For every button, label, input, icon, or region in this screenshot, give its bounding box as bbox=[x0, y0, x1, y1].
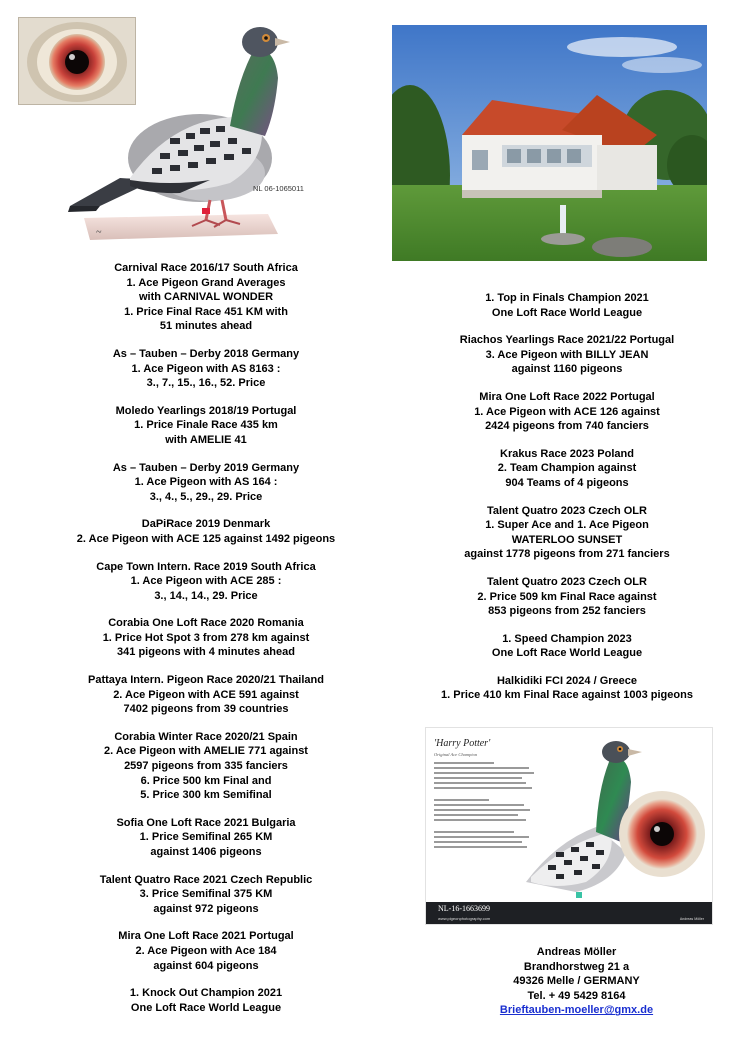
result-line: 6. Price 500 km Final and bbox=[140, 774, 272, 787]
result-entry bbox=[20, 616, 392, 660]
result-line: Talent Quatro Race 2021 Czech Republic bbox=[99, 873, 313, 886]
result-entry bbox=[392, 674, 742, 703]
result-entry bbox=[20, 873, 392, 917]
result-line: 5. Price 300 km Semifinal bbox=[140, 789, 272, 802]
pigeon-photo-top bbox=[60, 8, 320, 248]
result-line: 1. Price Semifinal 265 KM bbox=[139, 831, 273, 844]
contact-city: 49326 Melle / GERMANY bbox=[513, 975, 640, 988]
contact-name: Andreas Möller bbox=[536, 946, 617, 958]
result-line: One Loft Race World League bbox=[491, 647, 643, 660]
result-line: One Loft Race World League bbox=[130, 1001, 282, 1014]
result-line: 3., 14., 14., 29. Price bbox=[154, 589, 258, 602]
result-entry bbox=[20, 673, 392, 717]
result-line: 853 pigeons from 252 fanciers bbox=[488, 605, 646, 618]
harry-potter-pigeon-card bbox=[425, 727, 713, 925]
result-line: Pattaya Intern. Pigeon Race 2020/21 Thailand bbox=[88, 674, 324, 687]
result-entry bbox=[392, 390, 742, 434]
result-entry bbox=[20, 730, 392, 803]
result-entry bbox=[392, 504, 742, 562]
result-line: 1. Top in Finals Champion 2021 bbox=[485, 292, 649, 304]
result-line: DaPiRace 2019 Denmark bbox=[141, 518, 271, 531]
result-line: Mira One Loft Race 2021 Portugal bbox=[118, 930, 294, 943]
result-line: Corabia One Loft Race 2020 Romania bbox=[108, 617, 304, 630]
result-line: 2. Ace Pigeon with AMELIE 771 against bbox=[104, 745, 308, 758]
result-line: 2. Price 509 km Final Race against bbox=[477, 590, 657, 603]
result-line: 2. Ace Pigeon with ACE 125 against 1492 pigeons bbox=[76, 532, 336, 545]
result-line: 7402 pigeons from 39 countries bbox=[123, 703, 289, 716]
result-line: against 604 pigeons bbox=[153, 959, 259, 972]
result-line: 2. Ace Pigeon with ACE 591 against bbox=[113, 688, 299, 701]
result-line: against 972 pigeons bbox=[153, 902, 259, 915]
contact-street: Brandhorstweg 21 a bbox=[523, 960, 630, 973]
result-line: One Loft Race World League bbox=[491, 306, 643, 319]
result-line: Moledo Yearlings 2018/19 Portugal bbox=[115, 404, 297, 417]
card-website: www.pigeonphotography.com bbox=[438, 916, 491, 921]
contact-phone: Tel. + 49 5429 8164 bbox=[527, 989, 626, 1002]
result-entry bbox=[20, 461, 392, 505]
result-line: 3. Ace Pigeon with BILLY JEAN bbox=[485, 348, 649, 361]
card-title: 'Harry Potter' bbox=[434, 738, 491, 749]
left-results-column bbox=[20, 261, 392, 1028]
result-line: 1. Ace Pigeon with ACE 285 : bbox=[130, 575, 282, 588]
result-line: 1. Ace Pigeon with ACE 126 against bbox=[474, 405, 660, 418]
result-line: 3., 4., 5., 29., 29. Price bbox=[149, 490, 263, 503]
result-line: 1. Ace Pigeon with AS 8163 : bbox=[131, 362, 281, 375]
result-line: Cape Town Intern. Race 2019 South Africa bbox=[96, 560, 316, 573]
result-line: 3. Price Semifinal 375 KM bbox=[139, 888, 273, 901]
result-line: against 1778 pigeons from 271 fanciers bbox=[464, 548, 670, 561]
result-entry bbox=[20, 404, 392, 448]
result-line: 1. Ace Pigeon with AS 164 : bbox=[134, 476, 278, 489]
top-pigeon-ring-number: NL 06-1065011 bbox=[253, 184, 304, 193]
right-results-column bbox=[392, 291, 742, 716]
result-line: 2597 pigeons from 335 fanciers bbox=[124, 760, 288, 773]
result-line: 2. Ace Pigeon with Ace 184 bbox=[135, 944, 277, 957]
result-entry bbox=[20, 929, 392, 973]
result-line: 1. Speed Champion 2023 bbox=[502, 632, 632, 645]
result-line: 51 minutes ahead bbox=[159, 320, 253, 333]
result-entry bbox=[392, 291, 742, 320]
result-entry bbox=[20, 261, 392, 334]
result-entry bbox=[20, 816, 392, 860]
result-line: with AMELIE 41 bbox=[165, 433, 247, 446]
result-entry bbox=[20, 517, 392, 546]
card-ring-number: NL-16-1663699 bbox=[438, 904, 490, 913]
result-line: WATERLOO SUNSET bbox=[511, 533, 623, 546]
result-line: with CARNIVAL WONDER bbox=[138, 291, 274, 304]
card-eye-image bbox=[618, 790, 706, 878]
result-entry bbox=[392, 447, 742, 491]
result-line: Mira One Loft Race 2022 Portugal bbox=[479, 390, 655, 403]
result-line: 1. Price Hot Spot 3 from 278 km against bbox=[102, 631, 310, 644]
result-entry bbox=[20, 986, 392, 1015]
card-contact bbox=[680, 917, 704, 922]
result-line: 1. Ace Pigeon Grand Averages bbox=[126, 276, 286, 289]
result-line: against 1406 pigeons bbox=[150, 846, 262, 858]
result-line: Talent Quatro 2023 Czech OLR bbox=[487, 504, 647, 517]
result-entry bbox=[20, 347, 392, 391]
result-line: against 1160 pigeons bbox=[511, 363, 623, 376]
result-line: Sofia One Loft Race 2021 Bulgaria bbox=[116, 816, 296, 829]
result-entry bbox=[392, 333, 742, 377]
result-line: 904 Teams of 4 pigeons bbox=[505, 476, 629, 489]
result-line: 2424 pigeons from 740 fanciers bbox=[485, 420, 649, 433]
card-contact-line: Andreas Möller bbox=[679, 917, 704, 922]
result-line: Talent Quatro 2023 Czech OLR bbox=[487, 575, 647, 588]
result-line: 1. Price Finale Race 435 km bbox=[134, 419, 278, 432]
result-line: 1. Price 410 km Final Race against 1003 pigeons bbox=[441, 689, 693, 702]
result-line: As – Tauben – Derby 2019 Germany bbox=[112, 461, 300, 474]
contact-email-link[interactable]: Brieftauben-moeller@gmx.de bbox=[499, 1004, 654, 1017]
result-line: Riachos Yearlings Race 2021/22 Portugal bbox=[459, 334, 675, 347]
result-line: Krakus Race 2023 Poland bbox=[500, 447, 634, 460]
loft-house-photo bbox=[392, 25, 707, 261]
result-line: 3., 7., 15., 16., 52. Price bbox=[146, 377, 266, 390]
result-entry bbox=[392, 632, 742, 661]
result-line: 1. Super Ace and 1. Ace Pigeon bbox=[485, 519, 649, 532]
result-line: Carnival Race 2016/17 South Africa bbox=[114, 262, 298, 274]
result-line: 341 pigeons with 4 minutes ahead bbox=[117, 646, 295, 659]
result-line: Halkidiki FCI 2024 / Greece bbox=[496, 674, 638, 687]
result-entry bbox=[392, 575, 742, 619]
result-line: 2. Team Champion against bbox=[497, 462, 637, 475]
svg-text:~: ~ bbox=[96, 227, 102, 238]
result-line: As – Tauben – Derby 2018 Germany bbox=[112, 347, 300, 360]
card-subtitle: Original Ace Champion bbox=[434, 752, 478, 757]
result-entry bbox=[20, 560, 392, 604]
contact-block bbox=[454, 945, 699, 1018]
result-line: 1. Price Final Race 451 KM with bbox=[124, 305, 288, 318]
result-line: Corabia Winter Race 2020/21 Spain bbox=[114, 730, 298, 743]
result-line: 1. Knock Out Champion 2021 bbox=[129, 987, 283, 1000]
